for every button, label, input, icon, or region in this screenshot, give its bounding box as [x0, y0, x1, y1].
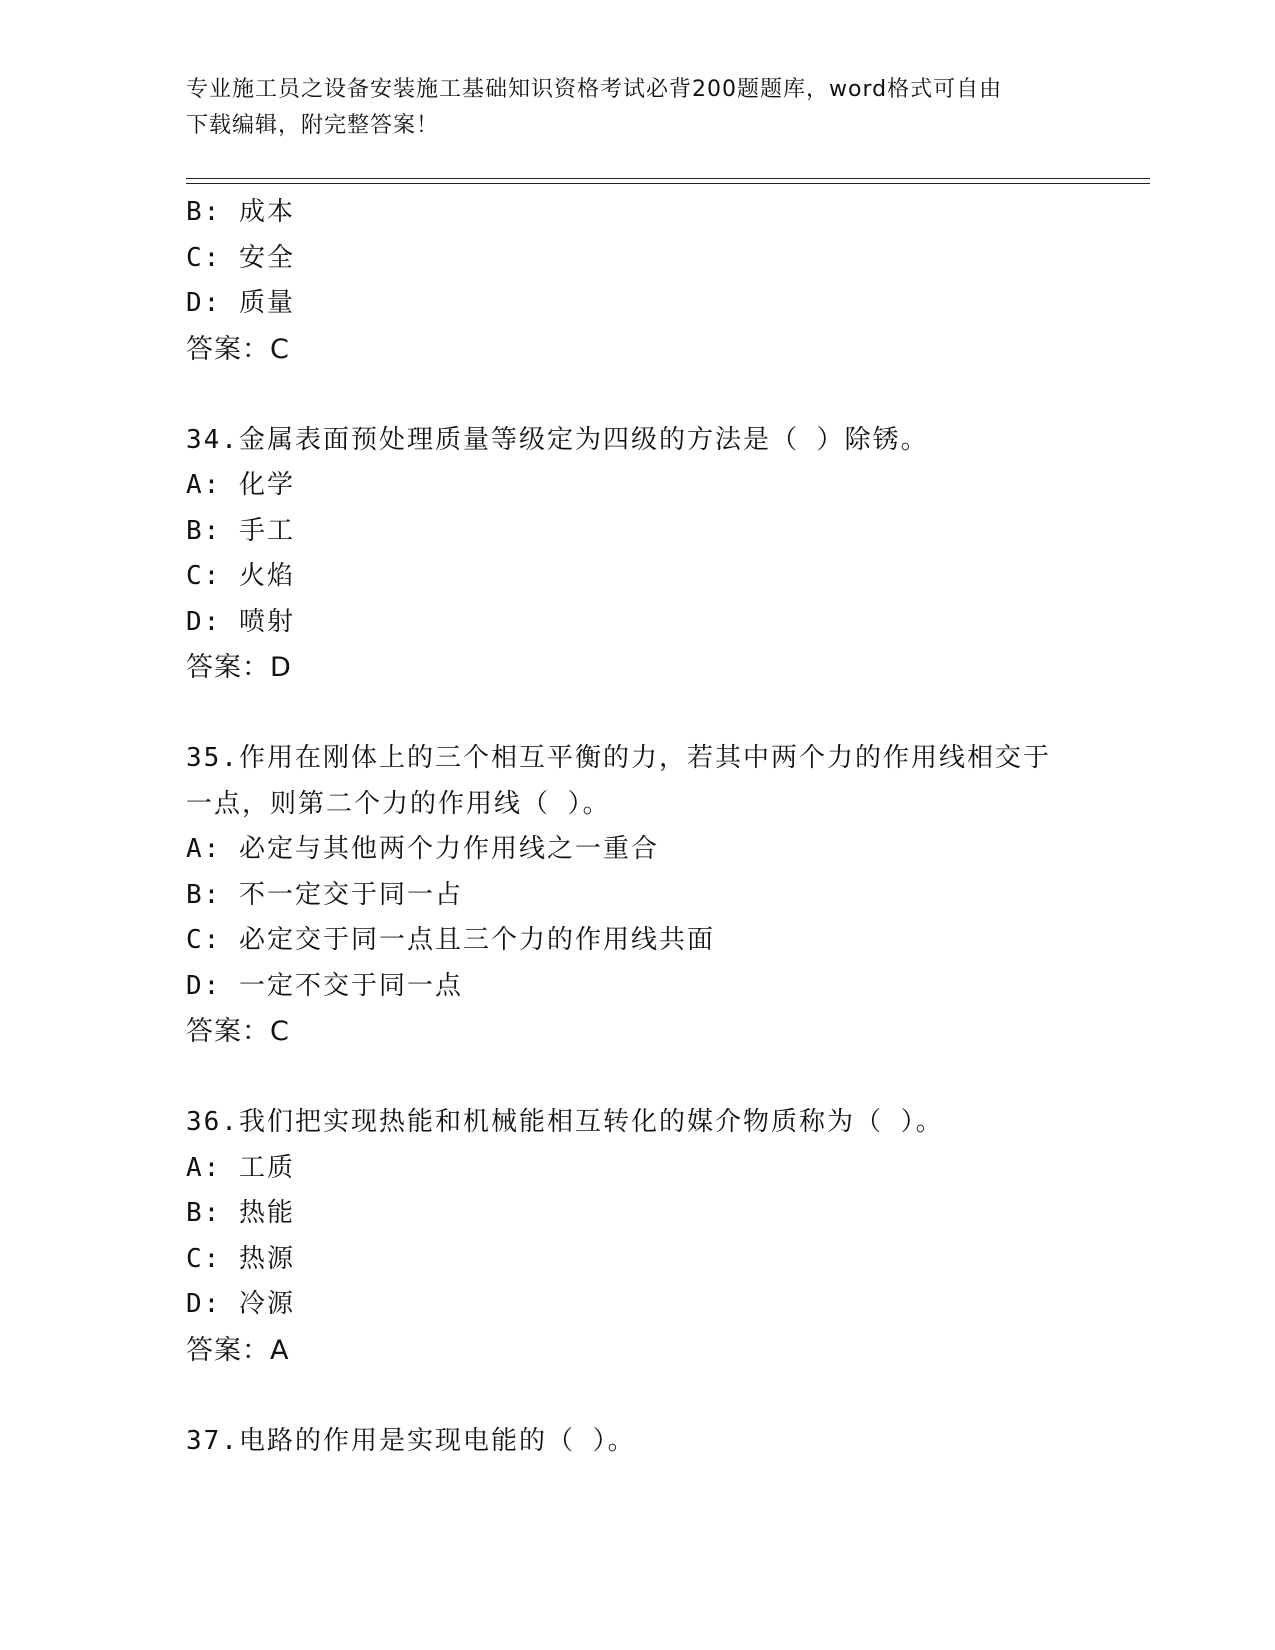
question-34: [186, 418, 1086, 691]
question-text: 36.我们把实现热能和机械能相互转化的媒介物质称为（ ）。: [186, 1107, 944, 1137]
answer: 答案：D: [186, 652, 292, 683]
spacer: [186, 1055, 1086, 1101]
option-a: A: 必定与其他两个力作用线之一重合: [186, 834, 659, 864]
option-b: B: 成本: [186, 197, 295, 227]
question-33: [186, 190, 1086, 372]
option-b: B: 手工: [186, 515, 295, 546]
header-divider-top: [186, 178, 1150, 179]
document-header: [186, 72, 1086, 144]
header-title-line-2: 下载编辑，附完整答案！: [186, 113, 440, 138]
option-c: C: 必定交于同一点且三个力的作用线共面: [186, 925, 715, 955]
question-35: [186, 736, 1086, 1055]
answer: 答案：A: [186, 1334, 290, 1366]
question-37: [186, 1419, 1086, 1465]
option-b: B: 热能: [186, 1198, 295, 1228]
question-list: [186, 190, 1086, 1464]
option-d: D: 喷射: [186, 606, 295, 637]
question-text: 34.金属表面预处理质量等级定为四级的方法是（ ）除锈。: [186, 424, 929, 455]
spacer: [186, 372, 1086, 418]
answer: 答案：C: [186, 1016, 290, 1047]
question-36: [186, 1100, 1086, 1373]
question-text-line-1: 35.作用在刚体上的三个相互平衡的力，若其中两个力的作用线相交于: [186, 743, 1051, 773]
option-d: D: 质量: [186, 288, 295, 318]
question-text: 37.电路的作用是实现电能的（ ）。: [186, 1425, 636, 1456]
option-c: C: 热源: [186, 1243, 295, 1274]
option-a: A: 化学: [186, 470, 295, 500]
option-b: B: 不一定交于同一占: [186, 879, 463, 910]
option-d: D: 一定不交于同一点: [186, 970, 463, 1001]
option-a: A: 工质: [186, 1152, 295, 1183]
spacer: [186, 691, 1086, 737]
header-divider-bottom: [186, 183, 1150, 184]
option-c: C: 安全: [186, 242, 295, 273]
spacer: [186, 1373, 1086, 1419]
question-text-line-2: 一点，则第二个力的作用线（ ）。: [186, 788, 611, 819]
option-c: C: 火焰: [186, 561, 295, 591]
answer: 答案：C: [186, 333, 290, 365]
option-d: D: 冷源: [186, 1289, 295, 1319]
header-title-line-1: 专业施工员之设备安装施工基础知识资格考试必背200题题库，word格式可自由: [186, 77, 1003, 102]
